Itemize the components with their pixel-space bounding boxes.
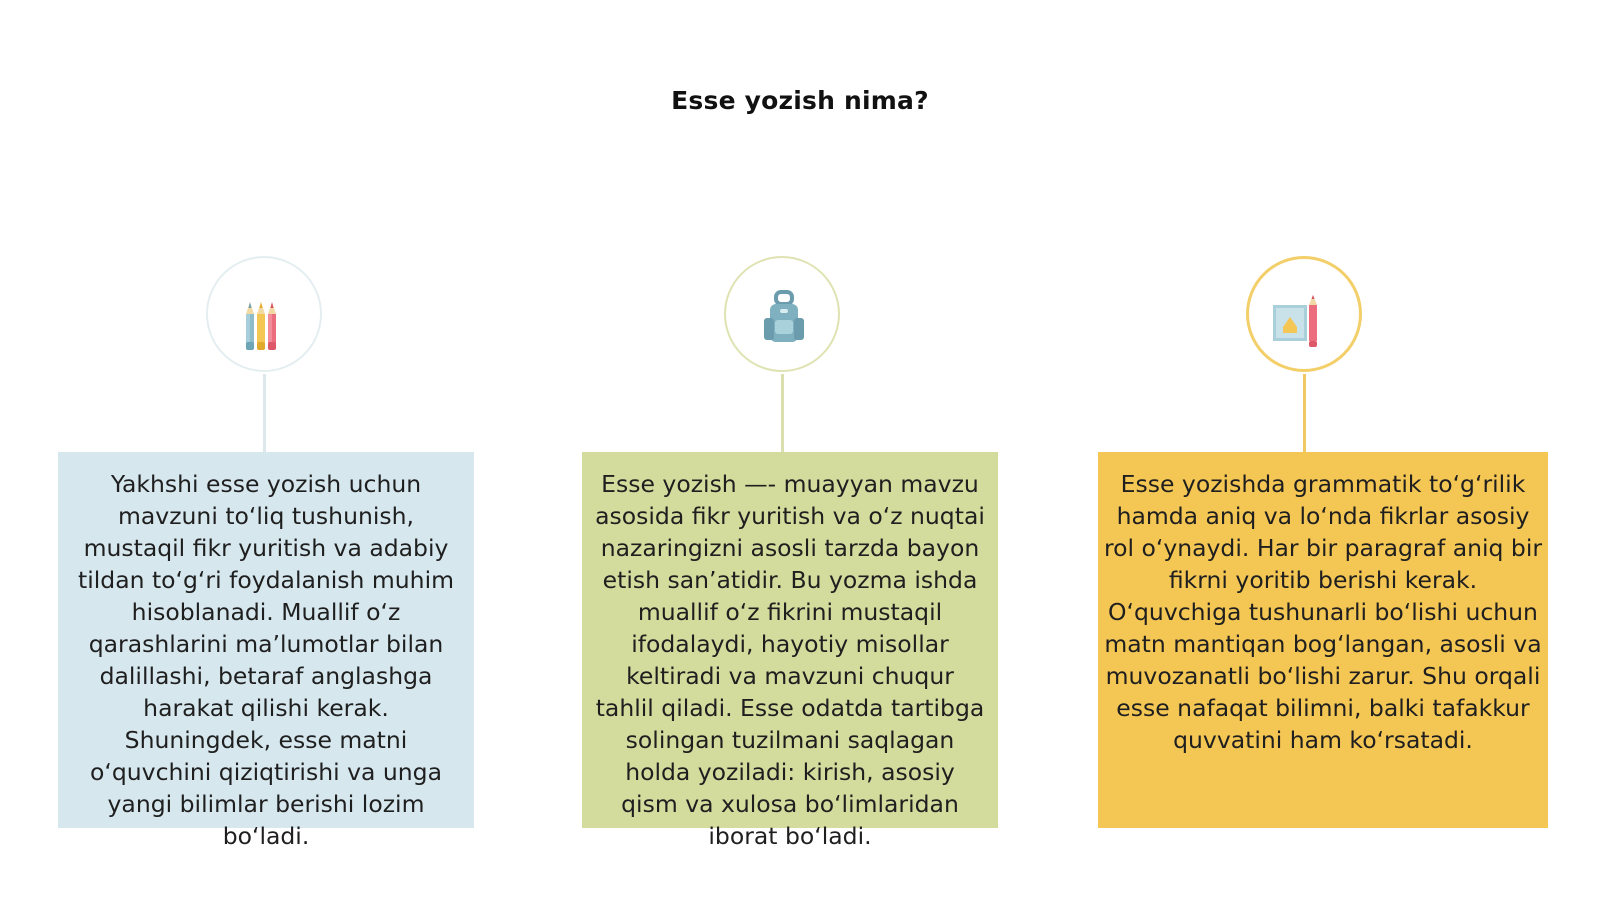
slide-title: Esse yozish nima? [671,86,929,115]
info-column-2 [580,0,1000,900]
drawing-icon [1246,256,1362,372]
card-text: Yakhshi esse yozish uchun mavzuni to‘liq tushunish, mustaqil fikr yuritish va adabiy tildan to‘g‘ri foydalanish muhim hisoblanadi. Muallif o‘z qarashlarini ma’lumotlar bilan dalillashi, betaraf anglashga harakat qilishi kerak. Shuningdek, esse matni o‘quvchini qiziqtirishi va unga yangi bilimlar berishi lozim bo‘ladi. [78,470,454,850]
info-column-1 [56,0,476,900]
connector-line [263,374,266,452]
info-column-3 [1078,0,1543,900]
backpack-icon [724,256,840,372]
connector-line [781,374,784,452]
pencils-icon [206,256,322,372]
card-text: Esse yozish —- muayyan mavzu asosida fikr yuritish va o‘z nuqtai nazaringizni asosli tarzda bayon etish san’atidir. Bu yozma ishda muallif o‘z fikrini mustaqil ifodalaydi, hayotiy misollar keltiradi va mavzuni chuqur tahlil qiladi. Esse odatda tartibga solingan tuzilmani saqlagan holda yoziladi: kirish, asosiy qism va xulosa bo‘limlaridan iborat bo‘ladi. [595,470,985,850]
connector-line [1303,374,1306,452]
card-text: Esse yozishda grammatik to‘g‘rilik hamda aniq va lo‘nda fikrlar asosiy rol o‘ynaydi. Har bir paragraf aniq bir fikrni yoritib berishi kerak. O‘quvchiga tushunarli bo‘lishi uchun matn mantiqan bog‘langan, asosli va muvozanatli bo‘lishi zarur. Shu orqali esse nafaqat bilimni, balki tafakkur quvvatini ham ko‘rsatadi. [1103,470,1543,754]
